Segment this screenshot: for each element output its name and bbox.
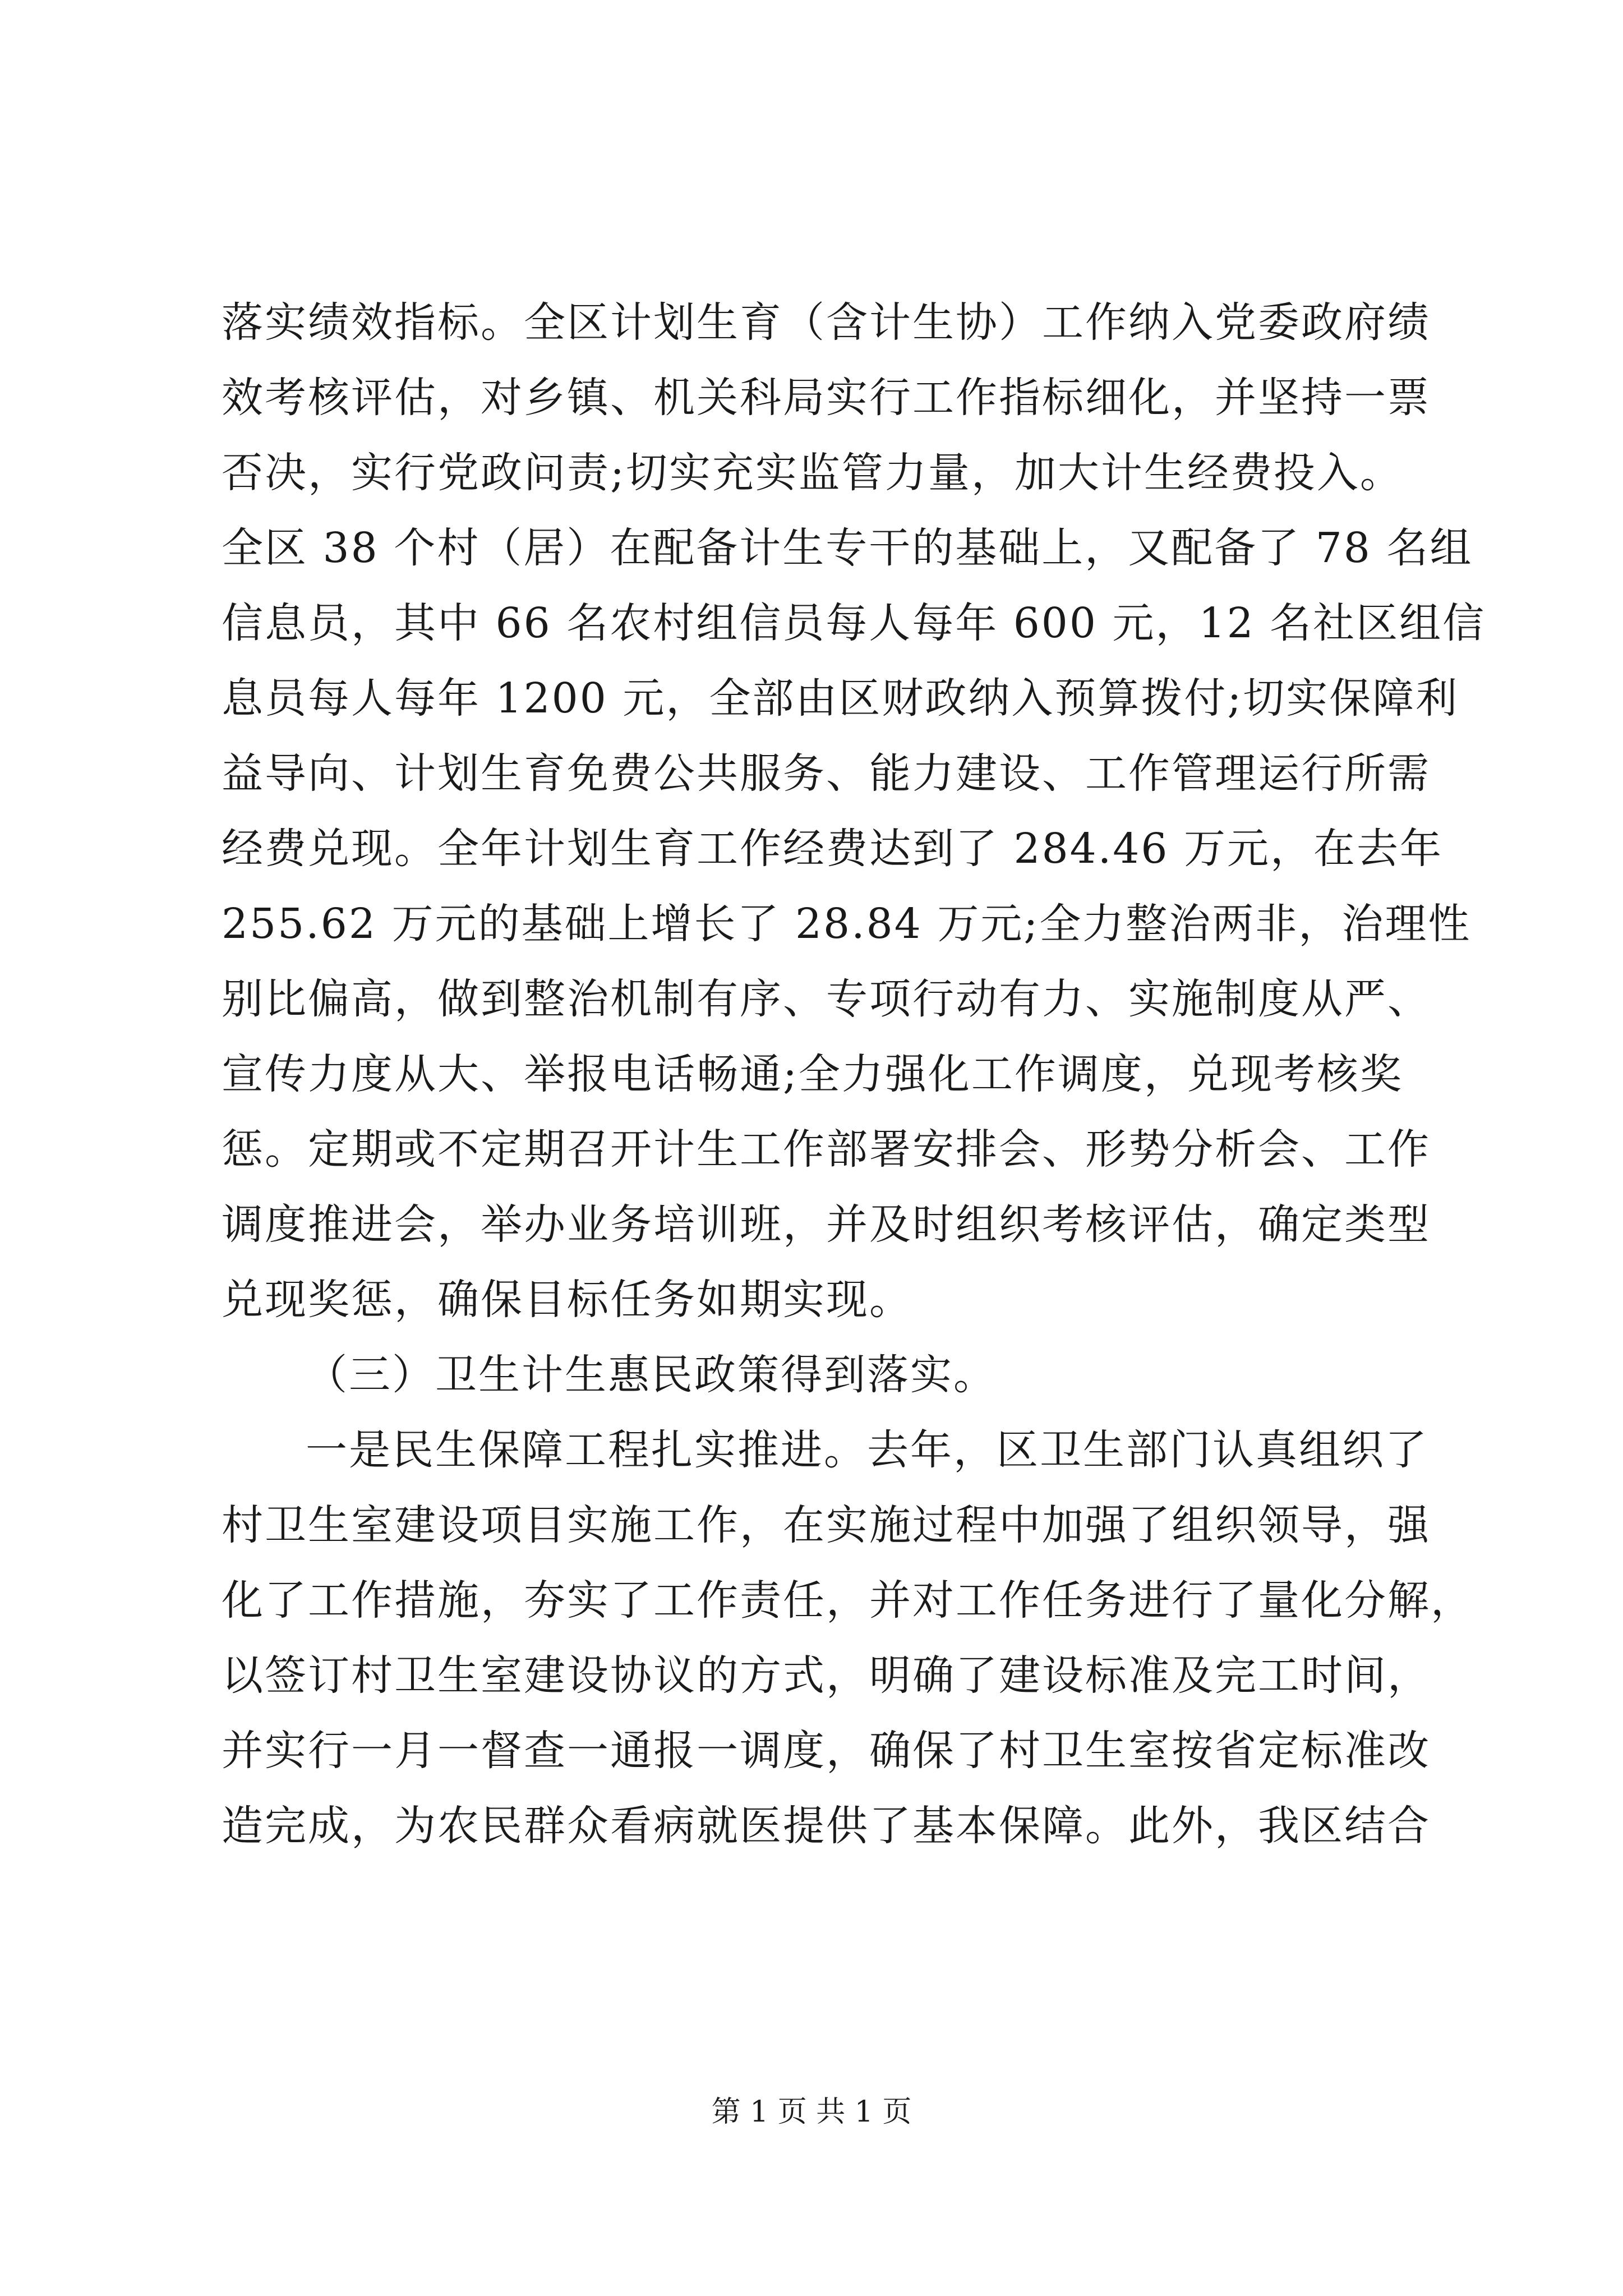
text-line: 调度推进会，举办业务培训班，并及时组织考核评估，确定类型 bbox=[222, 1200, 1431, 1249]
document-body bbox=[222, 285, 1486, 1864]
text-line: 效考核评估，对乡镇、机关科局实行工作指标细化，并坚持一票 bbox=[222, 374, 1431, 422]
text-line: 惩。定期或不定期召开计生工作部署安排会、形势分析会、工作 bbox=[222, 1125, 1431, 1174]
section-heading: （三）卫生计生惠民政策得到落实。 bbox=[306, 1351, 997, 1399]
text-line: 息员每人每年 1200 元，全部由区财政纳入预算拨付;切实保障利 bbox=[222, 674, 1459, 723]
text-line: 别比偏高，做到整治机制有序、专项行动有力、实施制度从严、 bbox=[222, 975, 1431, 1023]
page-number-footer: 第 1 页 共 1 页 bbox=[711, 2095, 912, 2129]
text-line: 益导向、计划生育免费公共服务、能力建设、工作管理运行所需 bbox=[222, 749, 1431, 798]
text-line: 村卫生室建设项目实施工作，在实施过程中加强了组织领导，强 bbox=[222, 1501, 1431, 1549]
text-line: 以签订村卫生室建设协议的方式，明确了建设标准及完工时间， bbox=[222, 1651, 1431, 1700]
text-line: 经费兑现。全年计划生育工作经费达到了 284.46 万元，在去年 bbox=[222, 825, 1443, 873]
text-line: 兑现奖惩，确保目标任务如期实现。 bbox=[222, 1276, 912, 1324]
text-line: 落实绩效指标。全区计划生育（含计生协）工作纳入党委政府绩 bbox=[222, 298, 1431, 347]
text-line: 并实行一月一督查一通报一调度，确保了村卫生室按省定标准改 bbox=[222, 1727, 1431, 1775]
text-line: 宣传力度从大、举报电话畅通;全力强化工作调度，兑现考核奖 bbox=[222, 1050, 1403, 1098]
text-line: 一是民生保障工程扎实推进。去年，区卫生部门认真组织了 bbox=[306, 1426, 1428, 1474]
text-line: 化了工作措施，夯实了工作责任，并对工作任务进行了量化分解， bbox=[222, 1576, 1474, 1625]
text-line: 255.62 万元的基础上增长了 28.84 万元;全力整治两非，治理性 bbox=[222, 900, 1472, 948]
text-line: 否决，实行党政问责;切实充实监管力量，加大计生经费投入。 bbox=[222, 449, 1403, 497]
text-line: 造完成，为农民群众看病就医提供了基本保障。此外，我区结合 bbox=[222, 1802, 1431, 1850]
text-line: 全区 38 个村（居）在配备计生专干的基础上，又配备了 78 名组 bbox=[222, 524, 1473, 572]
text-line: 信息员，其中 66 名农村组信员每人每年 600 元，12 名社区组信 bbox=[222, 599, 1486, 647]
